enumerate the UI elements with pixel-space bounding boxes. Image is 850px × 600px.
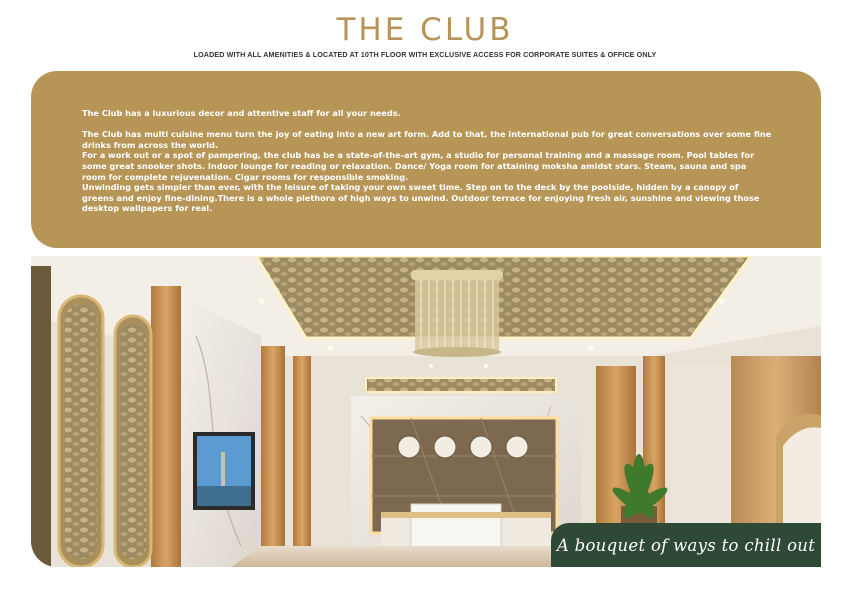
- lobby-photo: [31, 256, 821, 567]
- page-title: THE CLUB: [336, 12, 514, 48]
- intro-paragraph-4: Unwinding gets simpler than ever, with the leisure of taking your own sweet time. Step on to the deck by the poolside, hidden by a canopy of greens and enjoy fine-dining.There is a whole plethora of high ways to unwind. Outdoor terrace for enjoying fresh air, sunshine and viewing those desktop wallpapers for real.: [82, 182, 760, 214]
- intro-paragraph-1: The Club has a luxurious decor and attentive staff for all your needs.: [82, 108, 401, 118]
- intro-paragraph-2: The Club has multi cuisine menu turn the joy of eating into a new art form. Add to that, the international pub for great conversations over some fine drinks from across the world.: [82, 129, 772, 150]
- photo-caption: [551, 523, 821, 567]
- intro-text: [82, 108, 772, 214]
- page-subtitle: LOADED WITH ALL AMENITIES & LOCATED AT 10TH FLOOR WITH EXCLUSIVE ACCESS FOR CORPORATE SUITES & OFFICE ONLY: [193, 50, 657, 59]
- intro-panel: [31, 71, 821, 248]
- tv-screen: [193, 432, 255, 510]
- caption-text: A bouquet of ways to chill out: [556, 535, 816, 555]
- chandelier: [411, 270, 503, 357]
- intro-paragraph-3: For a work out or a spot of pampering, the club has be a state-of-the-art gym, a studio for personal training and a massage room. Pool tables for some great snooker shots. Indoor lounge for reading or relaxation. Dance/ Yoga room for attaining moksha amidst stars. Steam, sauna and spa room for complete rejuvenation. Cigar rooms for responsible smoking.: [82, 150, 755, 182]
